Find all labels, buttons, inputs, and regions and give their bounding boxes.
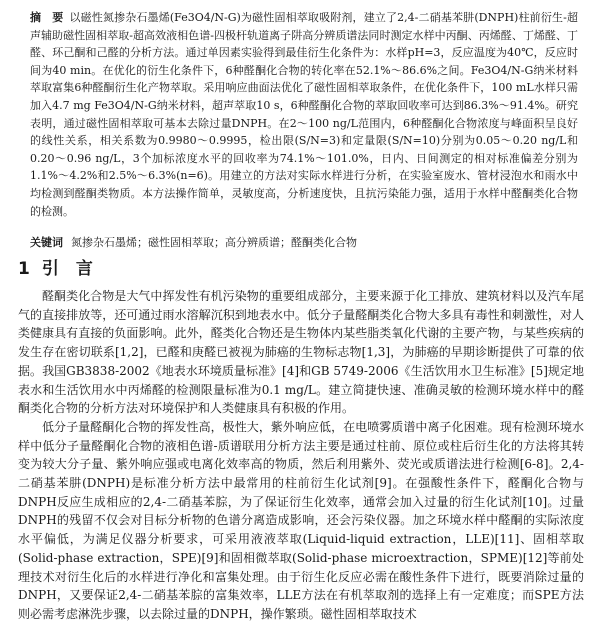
body-text [18,287,584,624]
keywords [30,235,578,251]
paragraph: 醛酮类化合物是大气中挥发性有机污染物的重要组成部分，主要来源于化工排放、建筑材料以及汽车尾气的直接排放等，还可通过雨水溶解沉积到地表水中。低分子量醛酮类化合物大多具有毒性和刺激性，对人类健康具有直接的负面影响。此外，醛类化合物还是生物体内某些脂类氧化代谢的主要产物，与某些疾病的发生存在密切联系[1,2]，已醛和庚醛已被视为肺癌的生物标志物[1,3]，为肺癌的早期诊断提供了可靠的依据。我国GB3838-2002《地表水环境质量标准》[4]和GB 5749-2006《生活饮用水卫生标准》[5]规定地表水和生活饮用水中丙烯醛的检测限量标准为0.1 mg/L。建立简捷快速、准确灵敏的检测环境水样中的醛酮类化合物的分析方法对环境保护和人类健康具有积极的作用。 [18,289,584,416]
paragraph: 低分子量醛酮化合物的挥发性高，极性大，紫外响应低，在电喷雾质谱中离子化困难。现有检测环境水样中低分子量醛酮化合物的液相色谱-质谱联用分析方法主要是通过柱前、原位或柱后衍生化的方法将其转变为较大分子量、紫外响应强或电离化效率高的物质，然后利用紫外、荧光或质谱法进行检测[6-8]。2,4-二硝基苯肼(DNPH)是标准分析方法中最常用的柱前衍生化试剂[9]。在强酸性条件下，醛酮化合物与DNPH反应生成相应的2,4-二硝基苯腙，为了保证衍生化效率，通常会加入过量的衍生化试剂[10]。过量DNPH的残留不仅会对目标分析物的色谱分离造成影响，还会污染仪器。加之环境水样中醛酮的实际浓度水平偏低，为满足仪器分析要求，可采用液液萃取(Liquid-liquid extraction，LLE)[11]、固相萃取(Solid-phase extraction，SPE)[9]和固相微萃取(Solid-phase microextraction，SPME)[12]等前处理技术对衍生化后的水样进行净化和富集处理。由于衍生化反应必需在酸性条件下进行，既要消除过量的DNPH，又要保证2,4-二硝基苯腙的富集效率，LLE方法在有机萃取剂的选择上有一定难度；而SPE方法则必需考虑淋洗步骤，以去除过量的DNPH，操作繁琐。磁性固相萃取技术 [18,419,584,621]
keywords-text: 氮掺杂石墨烯；磁性固相萃取；高分辨质谱；醛酮类化合物 [71,236,357,249]
section-heading [18,258,93,280]
section-title: 引 言 [41,259,93,279]
keywords-label: 关键词 [30,236,63,249]
abstract-text: 以磁性氮掺杂石墨烯(Fe3O4/N-G)为磁性固相萃取吸附剂，建立了2,4-二硝基苯肼(DNPH)柱前衍生-超声辅助磁性固相萃取-超高效液相色谱-四极杆轨道离子阱高分辨质谱法同时测定水样中丙酮、丙烯醛、丁烯醛、丁醛、环己酮和己醛的分析方法。通过单因素实验得到最佳衍生化条件为：水样pH=3，反应温度为40℃，反应时间为40 min。在优化的衍生化条件下，6种醛酮化合物的转化率在52.1%～86.6%之间。Fe3O4/N-G纳米材料萃取富集6种醛酮衍生化产物萃取。采用响应曲面法优化了磁性固相萃取条件，在优化条件下，100 mL水样只需加入4.7 mg Fe3O4/N-G纳米材料，超声萃取10 s，6种醛酮化合物的萃取回收率可达到86.3%～91.4%。研究表明，通过磁性固相萃取可基本去除过量DNPH。在2～100 ng/L范围内，6种醛酮化合物浓度与峰面积呈良好的线性关系，相关系数为0.9980～0.9995，检出限(S/N=3)和定量限(S/N=10)分别为0.05～0.20 ng/L和0.20～0.96 ng/L，3个加标浓度水平的回收率为74.1%～101.0%，日内、日间测定的相对标准偏差分别为1.1%～4.2%和2.5%～6.3%(n=6)。用建立的方法对实际水样进行分析，在实验室废水、管材浸泡水和雨水中均检测到醛酮类物质。本方法操作简单，灵敏度高，分析速度快，且抗污染能力强，适用于水样中醛酮类化合物的检测。 [30,11,578,218]
section-number: 1 [18,259,30,279]
abstract [30,9,578,220]
abstract-label: 摘 要 [30,11,64,24]
